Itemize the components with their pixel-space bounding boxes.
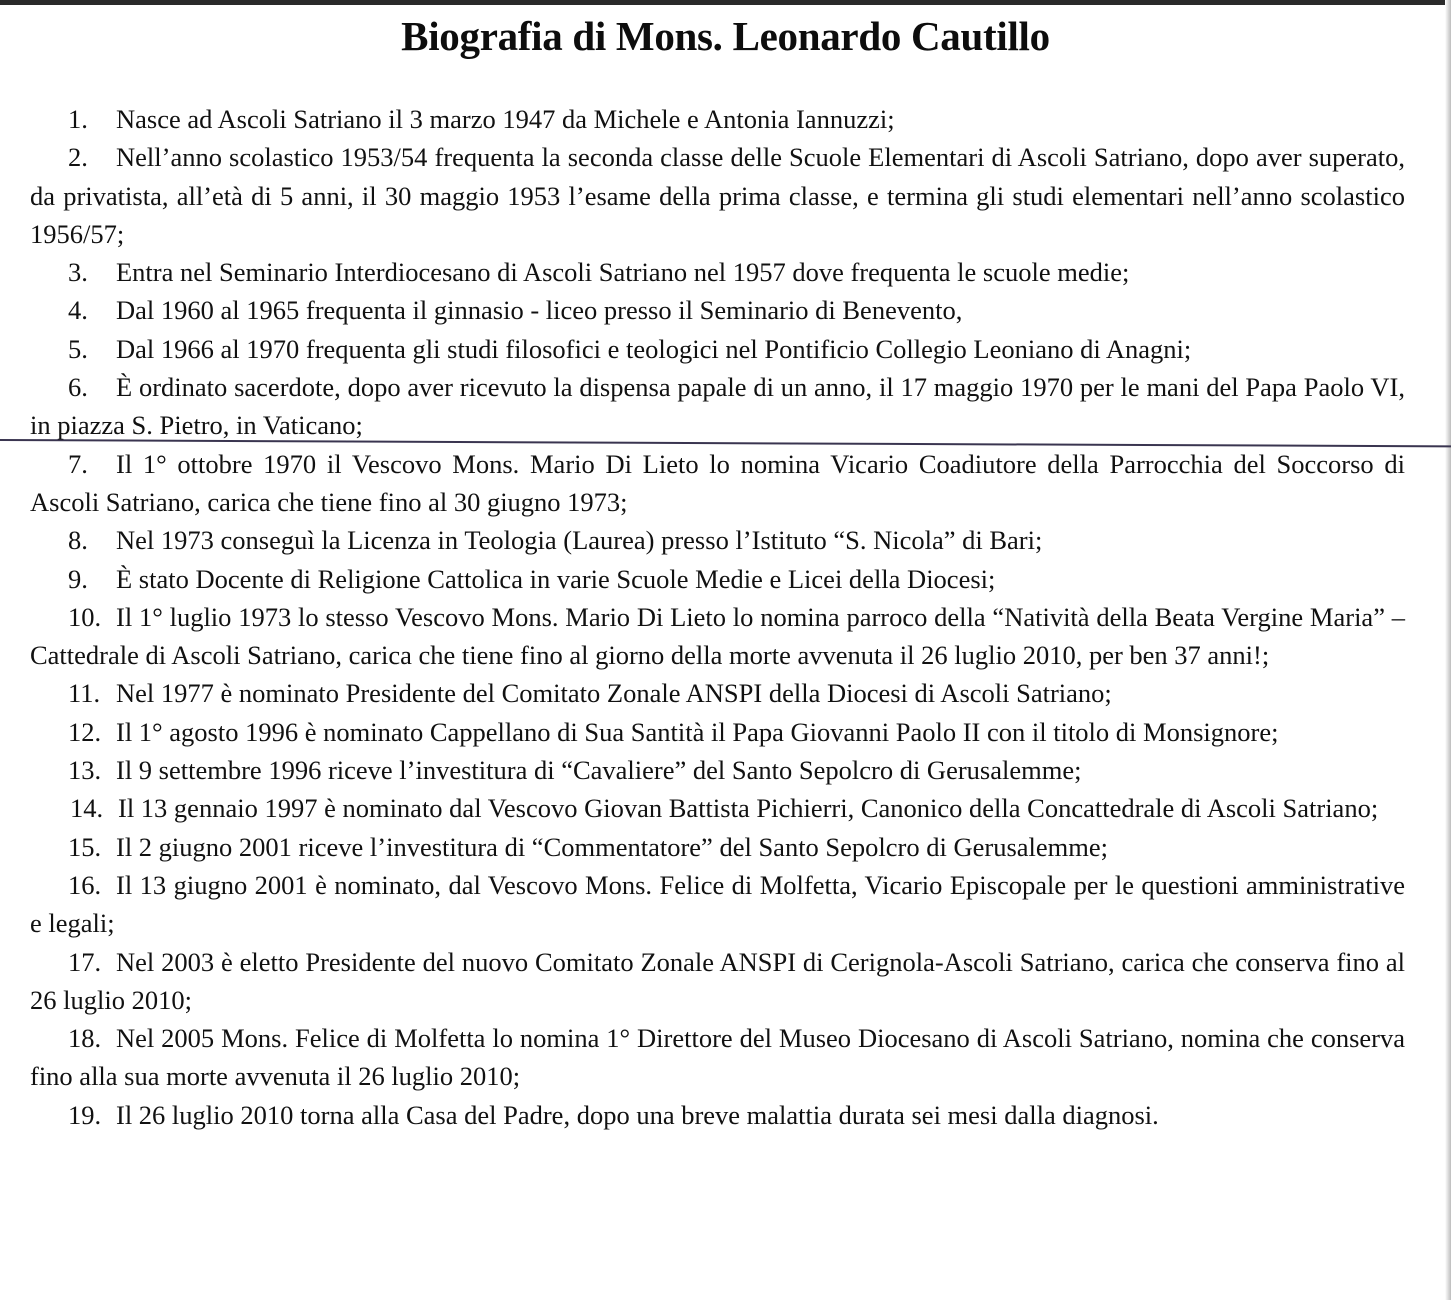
list-item (30, 1096, 1405, 1134)
list-item (30, 751, 1405, 789)
item-text: È stato Docente di Religione Cattolica in varie Scuole Medie e Licei della Diocesi; (116, 563, 996, 594)
item-number: 18. (68, 1023, 102, 1054)
item-number: 9. (68, 563, 88, 594)
list-item (30, 330, 1405, 368)
item-number: 10. (68, 601, 102, 632)
item-number: 7. (68, 448, 88, 479)
list-item (30, 560, 1405, 598)
item-number: 12. (68, 716, 102, 747)
item-text: È ordinato sacerdote, dopo aver ricevuto la dispensa papale di un anno, il 17 maggio 1970 per le mani del Papa Paolo VI, in piazza S. Pietro, in Vaticano; (30, 372, 1405, 441)
document-title: Biografia di Mons. Leonardo Cautillo (401, 13, 1050, 59)
item-number: 15. (68, 831, 102, 862)
list-item (30, 253, 1405, 291)
list-item (30, 598, 1405, 675)
list-item (30, 828, 1405, 866)
item-number: 16. (68, 869, 102, 900)
item-number: 13. (68, 755, 102, 786)
scan-edge-right (1445, 0, 1451, 1300)
item-number: 11. (68, 678, 101, 709)
list-item (30, 138, 1405, 253)
biography-list (30, 100, 1405, 1134)
item-number: 1. (68, 104, 88, 134)
item-number: 8. (68, 525, 88, 556)
item-text: Nel 2003 è eletto Presidente del nuovo Comitato Zonale ANSPI di Cerignola-Ascoli Satriano, carica che conserva fino al 26 luglio 2010; (30, 946, 1405, 1015)
list-item (30, 368, 1405, 445)
item-text: Nell’anno scolastico 1953/54 frequenta la seconda classe delle Scuole Elementari di Ascoli Satriano, dopo aver superato, da privatista, all’età di 5 anni, il 30 maggio 1953 l’esame della prima classe, e termina gli studi elementari nell’anno scolastico 1956/57; (30, 142, 1405, 249)
item-text: Nel 1977 è nominato Presidente del Comitato Zonale ANSPI della Diocesi di Ascoli Satriano; (116, 678, 1112, 709)
item-number: 19. (68, 1099, 102, 1130)
item-number: 5. (68, 333, 88, 364)
item-text: Il 2 giugno 2001 riceve l’investitura di “Commentatore” del Santo Sepolcro di Gerusalemme; (116, 831, 1109, 862)
item-text: Dal 1960 al 1965 frequenta il ginnasio - liceo presso il Seminario di Benevento, (116, 295, 963, 326)
item-number: 6. (68, 372, 88, 403)
item-text: Il 1° ottobre 1970 il Vescovo Mons. Mario Di Lieto lo nomina Vicario Coadiutore della Parrocchia del Soccorso di Ascoli Satriano, carica che tiene fino al 30 giugno 1973; (30, 448, 1405, 517)
item-text: Nasce ad Ascoli Satriano il 3 marzo 1947 da Michele e Antonia Iannuzzi; (116, 104, 895, 134)
item-number: 4. (68, 295, 88, 326)
item-text: Il 1° agosto 1996 è nominato Cappellano di Sua Santità il Papa Giovanni Paolo II con il titolo di Monsignore; (116, 716, 1279, 747)
item-text: Dal 1966 al 1970 frequenta gli studi filosofici e teologici nel Pontificio Collegio Leoniano di Anagni; (116, 333, 1192, 364)
list-item (30, 445, 1405, 522)
list-item (30, 789, 1405, 827)
list-item (30, 713, 1405, 751)
list-item (30, 866, 1405, 943)
item-number: 2. (68, 142, 88, 173)
item-number: 14. (70, 793, 104, 824)
item-text: Nel 1973 conseguì la Licenza in Teologia (Laurea) presso l’Istituto “S. Nicola” di Bari; (116, 525, 1043, 556)
list-item (30, 291, 1405, 329)
item-text: Il 26 luglio 2010 torna alla Casa del Padre, dopo una breve malattia durata sei mesi dalla diagnosi. (116, 1099, 1159, 1130)
item-text: Nel 2005 Mons. Felice di Molfetta lo nomina 1° Direttore del Museo Diocesano di Ascoli Satriano, nomina che conserva fino alla sua morte avvenuta il 26 luglio 2010; (30, 1023, 1405, 1092)
list-item (30, 1019, 1405, 1096)
item-text: Il 1° luglio 1973 lo stesso Vescovo Mons. Mario Di Lieto lo nomina parroco della “Natività della Beata Vergine Maria” – Cattedrale di Ascoli Satriano, carica che tiene fino al giorno della morte avvenuta il 26 luglio 2010, per ben 37 anni!; (30, 601, 1405, 671)
item-text: Il 13 giugno 2001 è nominato, dal Vescovo Mons. Felice di Molfetta, Vicario Episcopale per le questioni amministrative e legali; (30, 869, 1405, 939)
list-item (30, 100, 1405, 138)
item-text: Il 13 gennaio 1997 è nominato dal Vescovo Giovan Battista Pichierri, Canonico della Concattedrale di Ascoli Satriano; (118, 793, 1379, 824)
scan-edge-top (0, 0, 1451, 5)
item-text: Entra nel Seminario Interdiocesano di Ascoli Satriano nel 1957 dove frequenta le scuole medie; (116, 257, 1130, 288)
list-item (30, 674, 1405, 712)
list-item (30, 943, 1405, 1020)
item-text: Il 9 settembre 1996 riceve l’investitura di “Cavaliere” del Santo Sepolcro di Gerusalemme; (116, 755, 1082, 786)
list-item (30, 521, 1405, 559)
item-number: 3. (68, 257, 88, 288)
item-number: 17. (68, 946, 102, 977)
